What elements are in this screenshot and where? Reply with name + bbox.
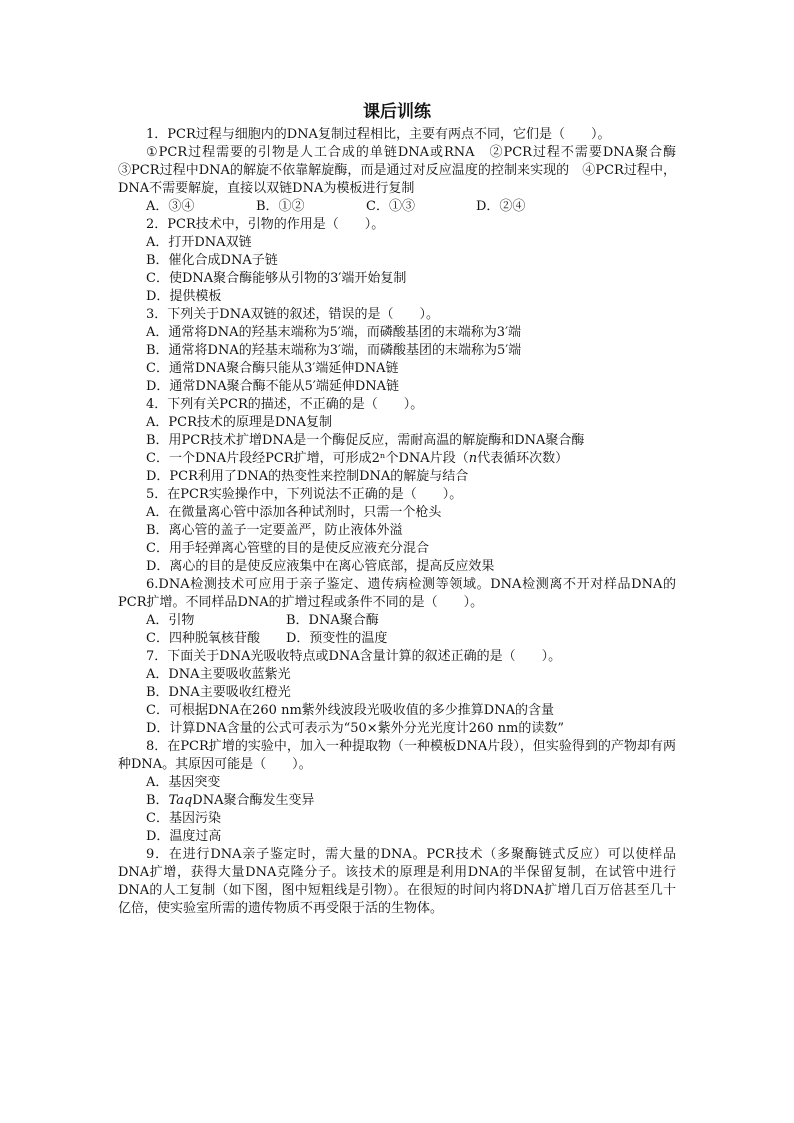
question-6-option-c: C．四种脱氧核苷酸 <box>146 631 260 646</box>
question-6-option-b: B．DNA聚合酶 <box>286 613 379 628</box>
question-1-option-d: D．②④ <box>476 199 526 214</box>
question-5-option-d: D．离心的目的是使反应液集中在离心管底部，提高反应效果 <box>146 559 495 574</box>
question-1-stem: 1．PCR过程与细胞内的DNA复制过程相比，主要有两点不同，它们是（ ）。 <box>146 127 611 142</box>
question-6-stem: 6.DNA检测技术可应用于亲子鉴定、遗传病检测等领域。DNA检测离不开对样品DNA的PCR扩增。不同样品DNA的扩增过程或条件不同的是（ ）。 <box>118 577 676 610</box>
question-1-statements: ①PCR过程需要的引物是人工合成的单链DNA或RNA ②PCR过程不需要DNA聚合酶 ③PCR过程中DNA的解旋不依靠解旋酶，而是通过对反应温度的控制来实现的 ④PCR过程中，DNA不需要解旋，直接以双链DNA为模板进行复制 <box>118 145 690 196</box>
question-1-option-b: B．①② <box>256 199 305 214</box>
question-5-option-b: B．离心管的盖子一定要盖严，防止液体外溢 <box>146 523 403 538</box>
question-7-option-d: D．计算DNA含量的公式可表示为“50×紫外分光光度计260 nm的读数” <box>146 721 564 736</box>
question-6-options-row-1 <box>118 612 676 630</box>
question-2-option-d: D．提供模板 <box>146 289 222 304</box>
page-title: 课后训练 <box>363 102 431 122</box>
question-3-option-c: C．通常DNA聚合酶只能从3′端延伸DNA链 <box>146 361 399 376</box>
question-1-options <box>118 198 676 216</box>
question-3-stem: 3．下列关于DNA双链的叙述，错误的是（ ）。 <box>146 307 439 322</box>
question-2-option-c: C．使DNA聚合酶能够从引物的3′端开始复制 <box>146 271 407 286</box>
question-4-option-d: D．PCR利用了DNA的热变性来控制DNA的解旋与结合 <box>146 469 469 484</box>
question-8-option-b-label: B． <box>146 793 169 808</box>
question-9-stem: 9．在进行DNA亲子鉴定时，需大量的DNA。PCR技术（多聚酶链式反应）可以使样品DNA扩增，获得大量DNA克隆分子。该技术的原理是利用DNA的半保留复制，在试管中进行DNA的人工复制（如下图，图中短粗线是引物）。在很短的时间内将DNA扩增几百万倍甚至几十亿倍，使实验室所需的遗传物质不再受限于活的生物体。 <box>118 847 676 916</box>
question-1-option-a: A．③④ <box>146 199 195 214</box>
question-5-option-a: A．在微量离心管中添加各种试剂时，只需一个枪头 <box>146 505 442 520</box>
question-6-option-d: D．预变性的温度 <box>286 631 388 646</box>
question-8-option-c: C．基因污染 <box>146 811 221 826</box>
question-4-option-a: A．PCR技术的原理是DNA复制 <box>146 415 333 430</box>
question-4-option-c-text: C．一个DNA片段经PCR扩增，可形成2ⁿ个DNA片段（ <box>146 451 469 466</box>
question-8-stem: 8．在PCR扩增的实验中，加入一种提取物（一种模板DNA片段），但实验得到的产物却有两种DNA。其原因可能是（ ）。 <box>118 739 676 772</box>
question-2-option-a: A．打开DNA双链 <box>146 235 252 250</box>
question-2-option-b: B．催化合成DNA子链 <box>146 253 278 268</box>
worksheet-content <box>118 100 690 918</box>
question-6-options-row-2 <box>118 630 676 648</box>
question-4-option-b: B．用PCR技术扩增DNA是一个酶促反应，需耐高温的解旋酶和DNA聚合酶 <box>146 433 585 448</box>
question-3-option-d: D．通常DNA聚合酶不能从5′端延伸DNA链 <box>146 379 400 394</box>
question-8-option-b <box>118 792 676 810</box>
question-4-stem: 4．下列有关PCR的描述，不正确的是（ ）。 <box>146 397 424 412</box>
question-6-option-a: A．引物 <box>146 613 195 628</box>
question-7-option-c: C．可根据DNA在260 nm紫外线波段光吸收值的多少推算DNA的含量 <box>146 703 554 718</box>
question-3-option-a: A．通常将DNA的羟基末端称为5′端，而磷酸基团的末端称为3′端 <box>146 325 522 340</box>
question-8-option-d: D．温度过高 <box>146 829 222 844</box>
question-7-option-a: A．DNA主要吸收蓝紫光 <box>146 667 291 682</box>
question-5-option-c: C．用手轻弹离心管壁的目的是使反应液充分混合 <box>146 541 429 556</box>
question-8-option-b-text: DNA聚合酶发生变异 <box>192 793 315 808</box>
question-4-option-c <box>118 450 676 468</box>
question-4-option-c-text-end: 代表循环次数） <box>477 451 569 466</box>
question-2-stem: 2．PCR技术中，引物的作用是（ ）。 <box>146 217 385 232</box>
question-7-option-b: B．DNA主要吸收红橙光 <box>146 685 291 700</box>
question-7-stem: 7．下面关于DNA光吸收特点或DNA含量计算的叙述正确的是（ ）。 <box>146 649 562 664</box>
question-1-option-c: C．①③ <box>366 199 415 214</box>
question-3-option-b: B．通常将DNA的羟基末端称为3′端，而磷酸基团的末端称为5′端 <box>146 343 522 358</box>
question-4-option-c-variable: n <box>468 451 478 466</box>
question-8-option-b-taq: Taq <box>168 793 193 808</box>
question-8-option-a: A．基因突变 <box>146 775 221 790</box>
question-5-stem: 5．在PCR实验操作中，下列说法不正确的是（ ）。 <box>146 487 463 502</box>
